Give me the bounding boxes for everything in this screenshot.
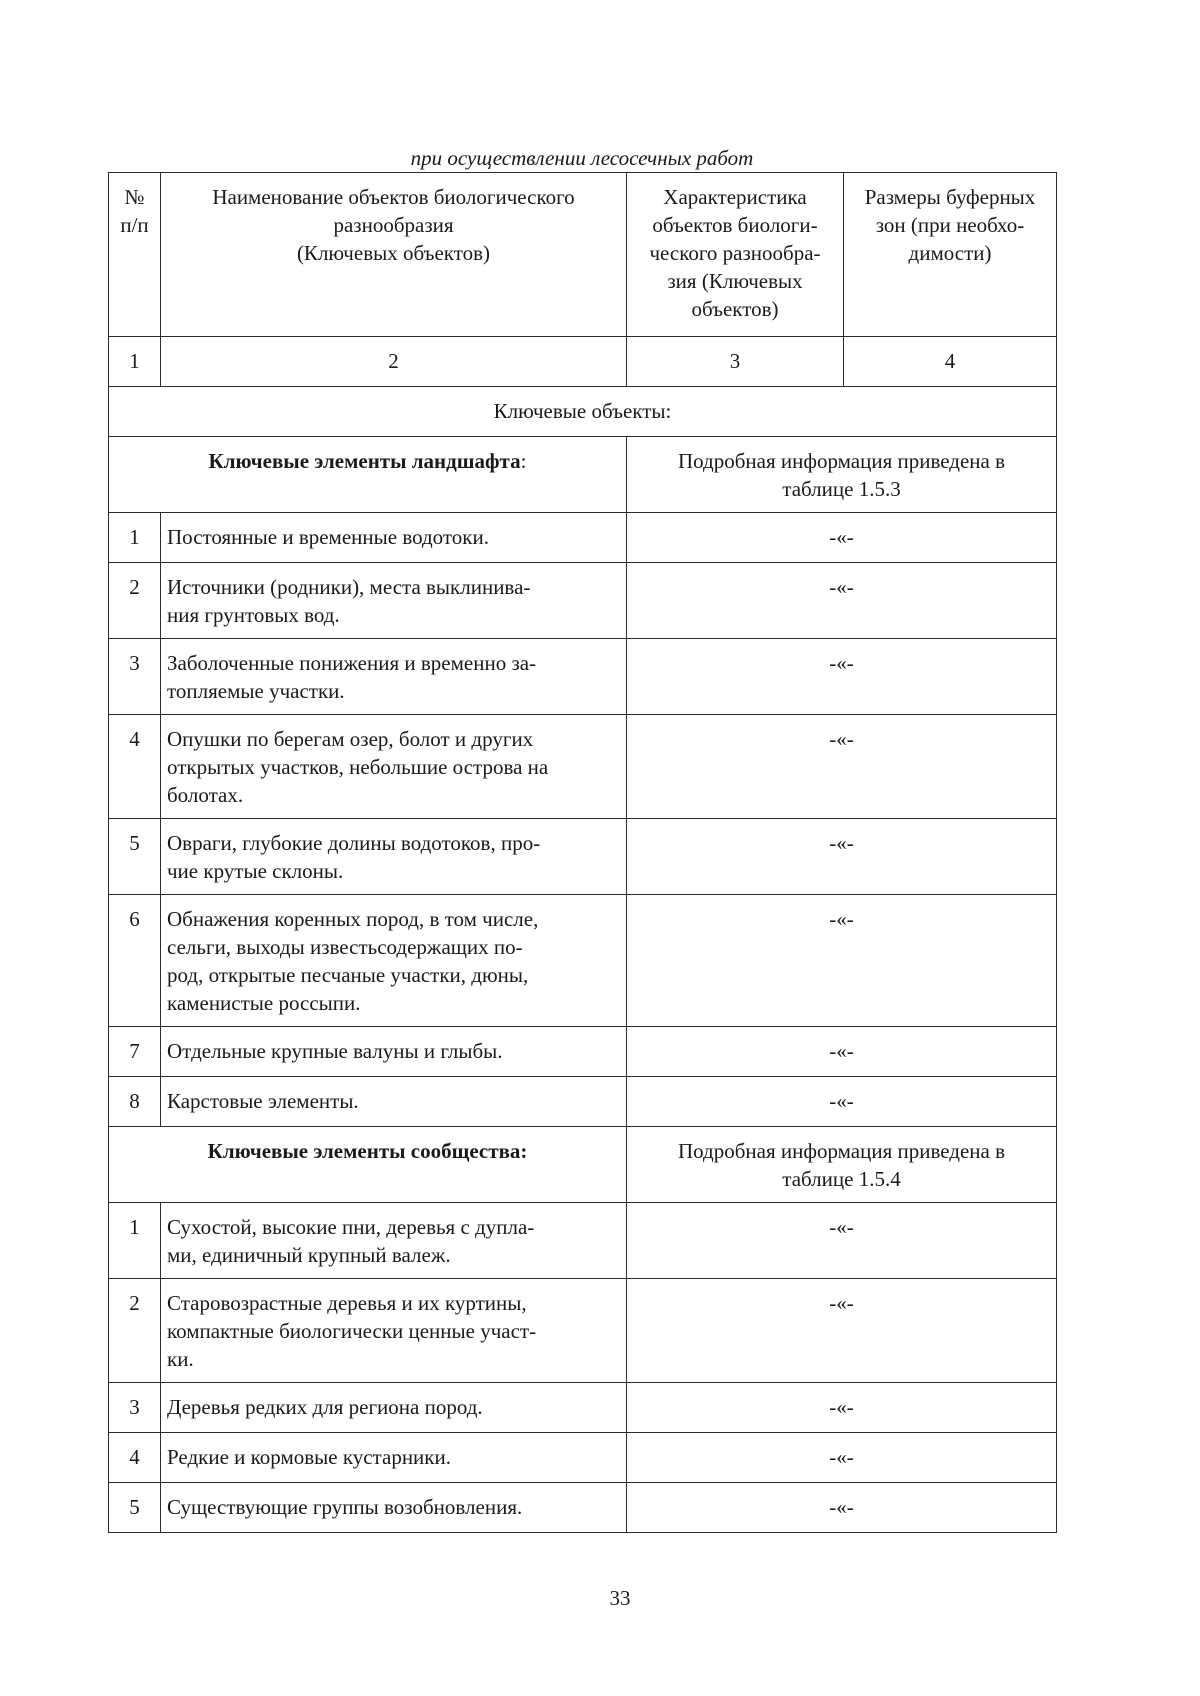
row-name-text: Существующие группы возобновления. [167,1495,523,1519]
row-ditto-cell: -«- [627,639,1057,715]
table-row [109,715,1057,819]
key-objects-title: Ключевые объекты: [109,387,1057,437]
table-row [109,563,1057,639]
header-name-text: Наименование объектов биологического разнообразия (Ключевых объектов) [212,185,575,265]
row-name-cell [161,1077,627,1127]
row-number-cell: 2 [109,563,161,639]
table-row [109,819,1057,895]
row-number-cell: 5 [109,1483,161,1533]
section-info-cell [627,1127,1057,1203]
section-info-cell [627,437,1057,513]
row-name-text: Постоянные и временные водотоки. [167,525,489,549]
row-number-cell: 7 [109,1027,161,1077]
row-name-text: Источники (родники), места выклинива- ния грунтовых вод. [167,575,531,627]
row-ditto-cell: -«- [627,513,1057,563]
table-row [109,1203,1057,1279]
table-row [109,895,1057,1027]
biodiversity-objects-table [108,172,1057,1533]
row-name-cell [161,715,627,819]
header-cell-buffer-zones [844,173,1057,337]
header-buffer-zones-text: Размеры буферных зон (при необхо- димости) [864,185,1036,265]
row-name-text: Сухостой, высокие пни, деревья с дупла- ми, единичный крупный валеж. [167,1215,535,1267]
column-number-cell: 3 [627,337,844,387]
row-number-cell: 1 [109,513,161,563]
table-row [109,1483,1057,1533]
row-name-cell [161,563,627,639]
row-name-cell [161,1383,627,1433]
header-cell-name [161,173,627,337]
section-title-cell [109,1127,627,1203]
section-title-suffix: : [520,449,527,473]
column-number-cell: 4 [844,337,1057,387]
row-number-cell: 4 [109,715,161,819]
row-name-cell [161,1483,627,1533]
row-number-cell: 1 [109,1203,161,1279]
table-row [109,1433,1057,1483]
row-number-cell: 5 [109,819,161,895]
row-ditto-cell: -«- [627,1383,1057,1433]
table-header-row [109,173,1057,337]
sections-body [109,437,1057,1533]
table-caption: при осуществлении лесосечных работ [410,146,754,170]
row-ditto-cell: -«- [627,1077,1057,1127]
header-characteristic-text: Характеристика объектов биологи- ческого разнообра- зия (Ключевых объектов) [649,185,821,321]
row-ditto-cell: -«- [627,1203,1057,1279]
row-name-text: Деревья редких для региона пород. [167,1395,483,1419]
row-ditto-cell: -«- [627,563,1057,639]
header-cell-characteristic [627,173,844,337]
section-title: Ключевые элементы ландшафта [208,449,521,473]
row-name-cell [161,1279,627,1383]
header-number-text: № п/п [120,185,149,237]
row-number-cell: 3 [109,1383,161,1433]
row-number-cell: 8 [109,1077,161,1127]
table-row [109,1027,1057,1077]
row-ditto-cell: -«- [627,1483,1057,1533]
section-header-row [109,437,1057,513]
column-number-cell: 1 [109,337,161,387]
table-row [109,1383,1057,1433]
row-name-text: Опушки по берегам озер, болот и других открытых участков, небольшие острова на болотах. [167,727,549,807]
row-name-text: Редкие и кормовые кустарники. [167,1445,451,1469]
row-name-text: Отдельные крупные валуны и глыбы. [167,1039,503,1063]
row-number-cell: 6 [109,895,161,1027]
row-number-cell: 3 [109,639,161,715]
table-row [109,513,1057,563]
header-cell-number [109,173,161,337]
row-ditto-cell: -«- [627,1433,1057,1483]
row-ditto-cell: -«- [627,895,1057,1027]
row-ditto-cell: -«- [627,715,1057,819]
row-number-cell: 2 [109,1279,161,1383]
row-name-cell [161,1203,627,1279]
row-name-cell [161,895,627,1027]
row-name-text: Заболоченные понижения и временно за- топляемые участки. [167,651,537,703]
row-name-text: Старовозрастные деревья и их куртины, компактные биологически ценные участ- ки. [167,1291,537,1371]
row-ditto-cell: -«- [627,819,1057,895]
column-number-cell: 2 [161,337,627,387]
section-title-cell [109,437,627,513]
column-numbers-row [109,337,1057,387]
row-number-cell: 4 [109,1433,161,1483]
section-title: Ключевые элементы сообщества: [207,1139,528,1163]
row-name-cell [161,639,627,715]
section-info-text: Подробная информация приведена в таблице 1.5.3 [677,449,1006,501]
row-ditto-cell: -«- [627,1279,1057,1383]
row-ditto-cell: -«- [627,1027,1057,1077]
key-objects-row [109,387,1057,437]
table-row [109,639,1057,715]
section-header-row [109,1127,1057,1203]
table-row [109,1077,1057,1127]
section-info-text: Подробная информация приведена в таблице 1.5.4 [677,1139,1006,1191]
row-name-cell [161,1027,627,1077]
row-name-text: Карстовые элементы. [167,1089,359,1113]
page-number: 33 [609,1586,631,1610]
row-name-cell [161,1433,627,1483]
row-name-cell [161,819,627,895]
row-name-text: Обнажения коренных пород, в том числе, сельги, выходы известьсодержащих по- род, открытые песчаные участки, дюны, каменистые россыпи. [167,907,539,1015]
table-row [109,1279,1057,1383]
row-name-cell [161,513,627,563]
row-name-text: Овраги, глубокие долины водотоков, про- чие крутые склоны. [167,831,541,883]
